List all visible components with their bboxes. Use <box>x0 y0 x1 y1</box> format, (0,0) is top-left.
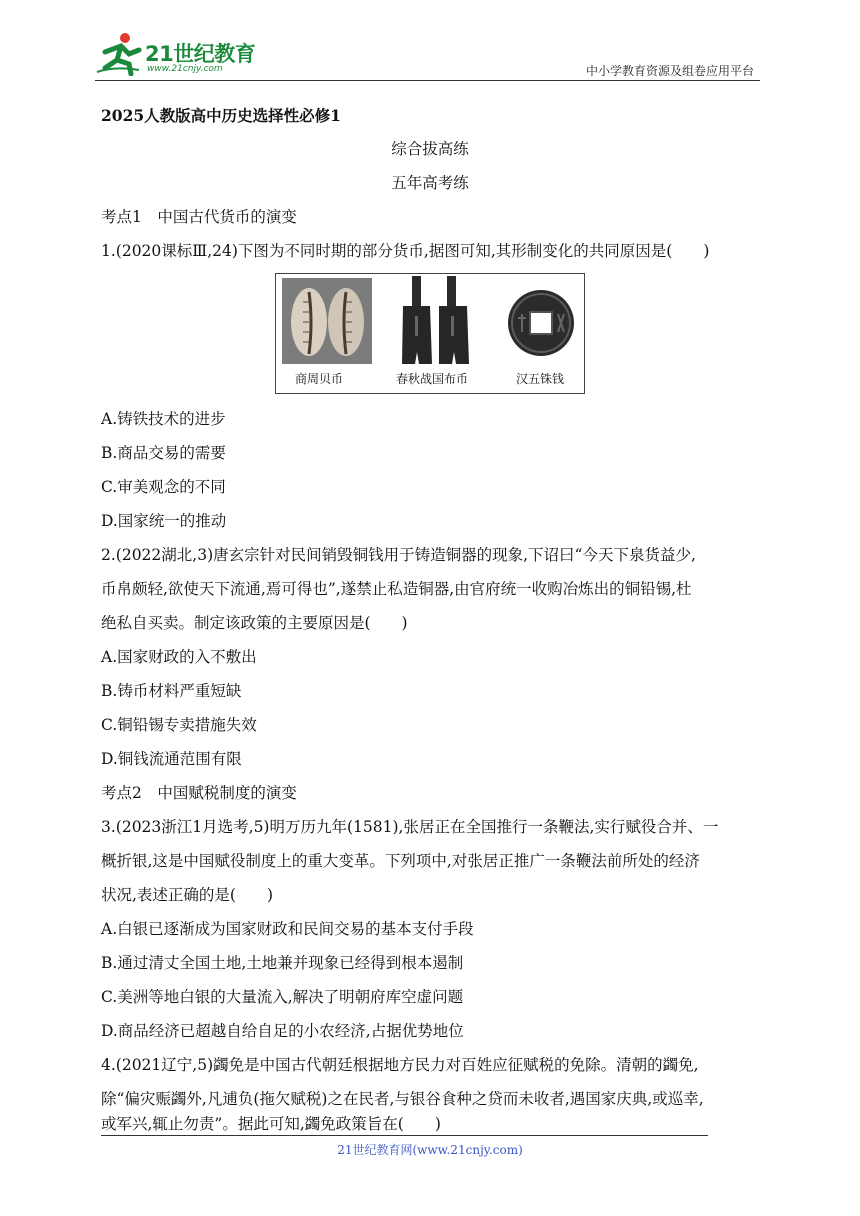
question-4-line-3: 或军兴,辄止勿责”。据此可知,蠲免政策旨在( ) <box>101 1115 441 1133</box>
logo-text: 21世纪教育 <box>145 42 256 66</box>
question-2-line-2: 币帛颇轻,欲使天下流通,焉可得也”,遂禁止私造铜器,由官府统一收购冶炼出的铜铅锡,杜 <box>101 580 692 598</box>
q2-option-d: D.铜钱流通范围有限 <box>101 750 242 768</box>
q3-option-a: A.白银已逐渐成为国家财政和民间交易的基本支付手段 <box>101 920 474 938</box>
wuzhu-coin-image <box>506 288 576 358</box>
question-3-line-3: 状况,表述正确的是( ) <box>101 886 274 904</box>
question-1-stem: 1.(2020课标Ⅲ,24)下图为不同时期的部分货币,据图可知,其形制变化的共同原因是( ) <box>101 242 710 260</box>
page-header <box>95 30 760 82</box>
spade-coin-image <box>399 276 477 366</box>
question-3-line-2: 概折银,这是中国赋役制度上的重大变革。下列项中,对张居正推广一条鞭法前所处的经济 <box>101 852 700 870</box>
q1-option-a: A.铸铁技术的进步 <box>101 410 226 428</box>
header-platform-text: 中小学教育资源及组卷应用平台 <box>585 64 754 78</box>
caption-spade-coin: 春秋战国布币 <box>396 372 469 386</box>
question-2-line-3: 绝私自买卖。制定该政策的主要原因是( ) <box>101 614 408 632</box>
q1-option-c: C.审美观念的不同 <box>101 478 226 496</box>
currency-figure <box>275 273 585 394</box>
q1-option-d: D.国家统一的推动 <box>101 512 227 530</box>
caption-cowrie: 商周贝币 <box>295 372 344 386</box>
q2-option-a: A.国家财政的入不敷出 <box>101 648 257 666</box>
site-logo <box>95 30 265 78</box>
cowrie-shell-image <box>282 278 372 364</box>
document-title: 2025人教版高中历史选择性必修1 <box>101 106 341 125</box>
section-heading: 综合拔高练 <box>391 140 469 158</box>
question-4-line-2: 除“偏灾赈蠲外,凡逋负(拖欠赋税)之在民者,与银谷食种之贷而未收者,遇国家庆典,或巡幸, <box>101 1090 704 1108</box>
runner-logo-icon <box>95 30 145 76</box>
header-divider <box>95 80 760 81</box>
question-3-line-1: 3.(2023浙江1月选考,5)明万历九年(1581),张居正在全国推行一条鞭法,实行赋役合并、一 <box>101 818 719 836</box>
q3-option-b: B.通过清丈全国土地,土地兼并现象已经得到根本遏制 <box>101 954 464 972</box>
q2-option-c: C.铜铅锡专卖措施失效 <box>101 716 257 734</box>
kaodian-2-heading: 考点2 中国赋税制度的演变 <box>101 784 297 802</box>
q3-option-d: D.商品经济已超越自给自足的小农经济,占据优势地位 <box>101 1022 464 1040</box>
footer-site-link[interactable]: 21世纪教育网(www.21cnjy.com) <box>337 1143 523 1157</box>
caption-wuzhu: 汉五铢钱 <box>516 372 565 386</box>
kaodian-1-heading: 考点1 中国古代货币的演变 <box>101 208 297 226</box>
footer-divider <box>101 1135 708 1136</box>
q2-option-b: B.铸币材料严重短缺 <box>101 682 242 700</box>
q3-option-c: C.美洲等地白银的大量流入,解决了明朝府库空虚问题 <box>101 988 464 1006</box>
logo-url: www.21cnjy.com <box>147 64 223 74</box>
q1-option-b: B.商品交易的需要 <box>101 444 226 462</box>
question-2-line-1: 2.(2022湖北,3)唐玄宗针对民间销毁铜钱用于铸造铜器的现象,下诏曰“今天下泉货益少, <box>101 546 696 564</box>
question-4-line-1: 4.(2021辽宁,5)蠲免是中国古代朝廷根据地方民力对百姓应征赋税的免除。清朝的蠲免, <box>101 1056 699 1074</box>
subsection-heading: 五年高考练 <box>391 174 469 192</box>
